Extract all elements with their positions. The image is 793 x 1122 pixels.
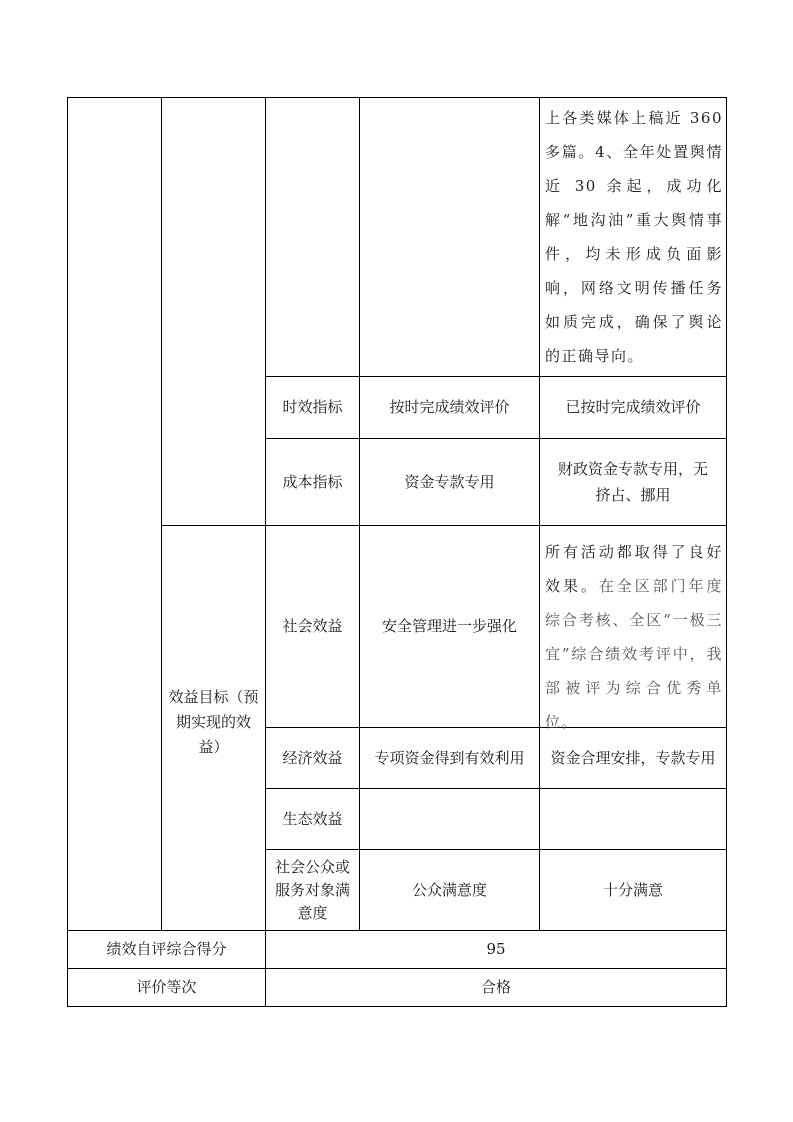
quality-outcome-text: 上各类媒体上稿近 360 多篇。4、全年处置舆情近 30 余起，成功化解“地沟油”重大舆情事件，均未形成负面影响，网络文明传播任务如质完成，确保了舆论的正确导向。 xyxy=(545,109,723,365)
timeliness-target: 按时完成绩效评价 xyxy=(389,398,510,416)
ecological-benefit-outcome xyxy=(540,789,726,849)
table-border-left xyxy=(67,97,68,1007)
grade-label: 评价等次 xyxy=(136,978,197,996)
ecological-benefit-indicator: 生态效益 xyxy=(282,809,343,828)
social-benefit-indicator: 社会效益 xyxy=(282,617,343,635)
economic-benefit-target: 专项资金得到有效利用 xyxy=(374,748,525,767)
satisfaction-indicator: 社会公众或服务对象满意度 xyxy=(274,857,350,922)
table-border-top xyxy=(67,97,727,98)
overall-score-label: 绩效自评综合得分 xyxy=(106,940,227,958)
cost-indicator: 成本指标 xyxy=(282,472,343,491)
table-border-bottom xyxy=(67,1006,727,1007)
cost-outcome: 财政资金专款专用，无挤占、挪用 xyxy=(557,460,708,504)
benefit-target-label: 效益目标（预期实现的效益） xyxy=(168,687,259,756)
timeliness-outcome: 已按时完成绩效评价 xyxy=(565,398,701,416)
social-benefit-target: 安全管理进一步强化 xyxy=(381,617,517,635)
overall-score-value: 95 xyxy=(486,940,506,958)
satisfaction-target: 公众满意度 xyxy=(411,880,487,899)
economic-benefit-outcome: 资金合理安排，专款专用 xyxy=(550,748,716,767)
ecological-benefit-target xyxy=(360,789,539,849)
grade-value: 合格 xyxy=(480,978,511,996)
satisfaction-outcome: 十分满意 xyxy=(602,880,663,899)
cost-target: 资金专款专用 xyxy=(404,472,495,491)
timeliness-indicator: 时效指标 xyxy=(282,398,343,416)
social-benefit-outcome-part2: 在全区部门年度综合考核、全区“一极三宜”综合绩效考评中，我部被评为综合优秀单位。 xyxy=(545,577,723,731)
evaluation-table xyxy=(67,97,727,1007)
social-benefit-outcome xyxy=(540,535,726,739)
social-benefit-outcome-part1: 所有活动都取得了良好效果。 xyxy=(545,543,723,595)
table-border-right xyxy=(726,97,727,1007)
economic-benefit-indicator: 经济效益 xyxy=(282,748,343,767)
